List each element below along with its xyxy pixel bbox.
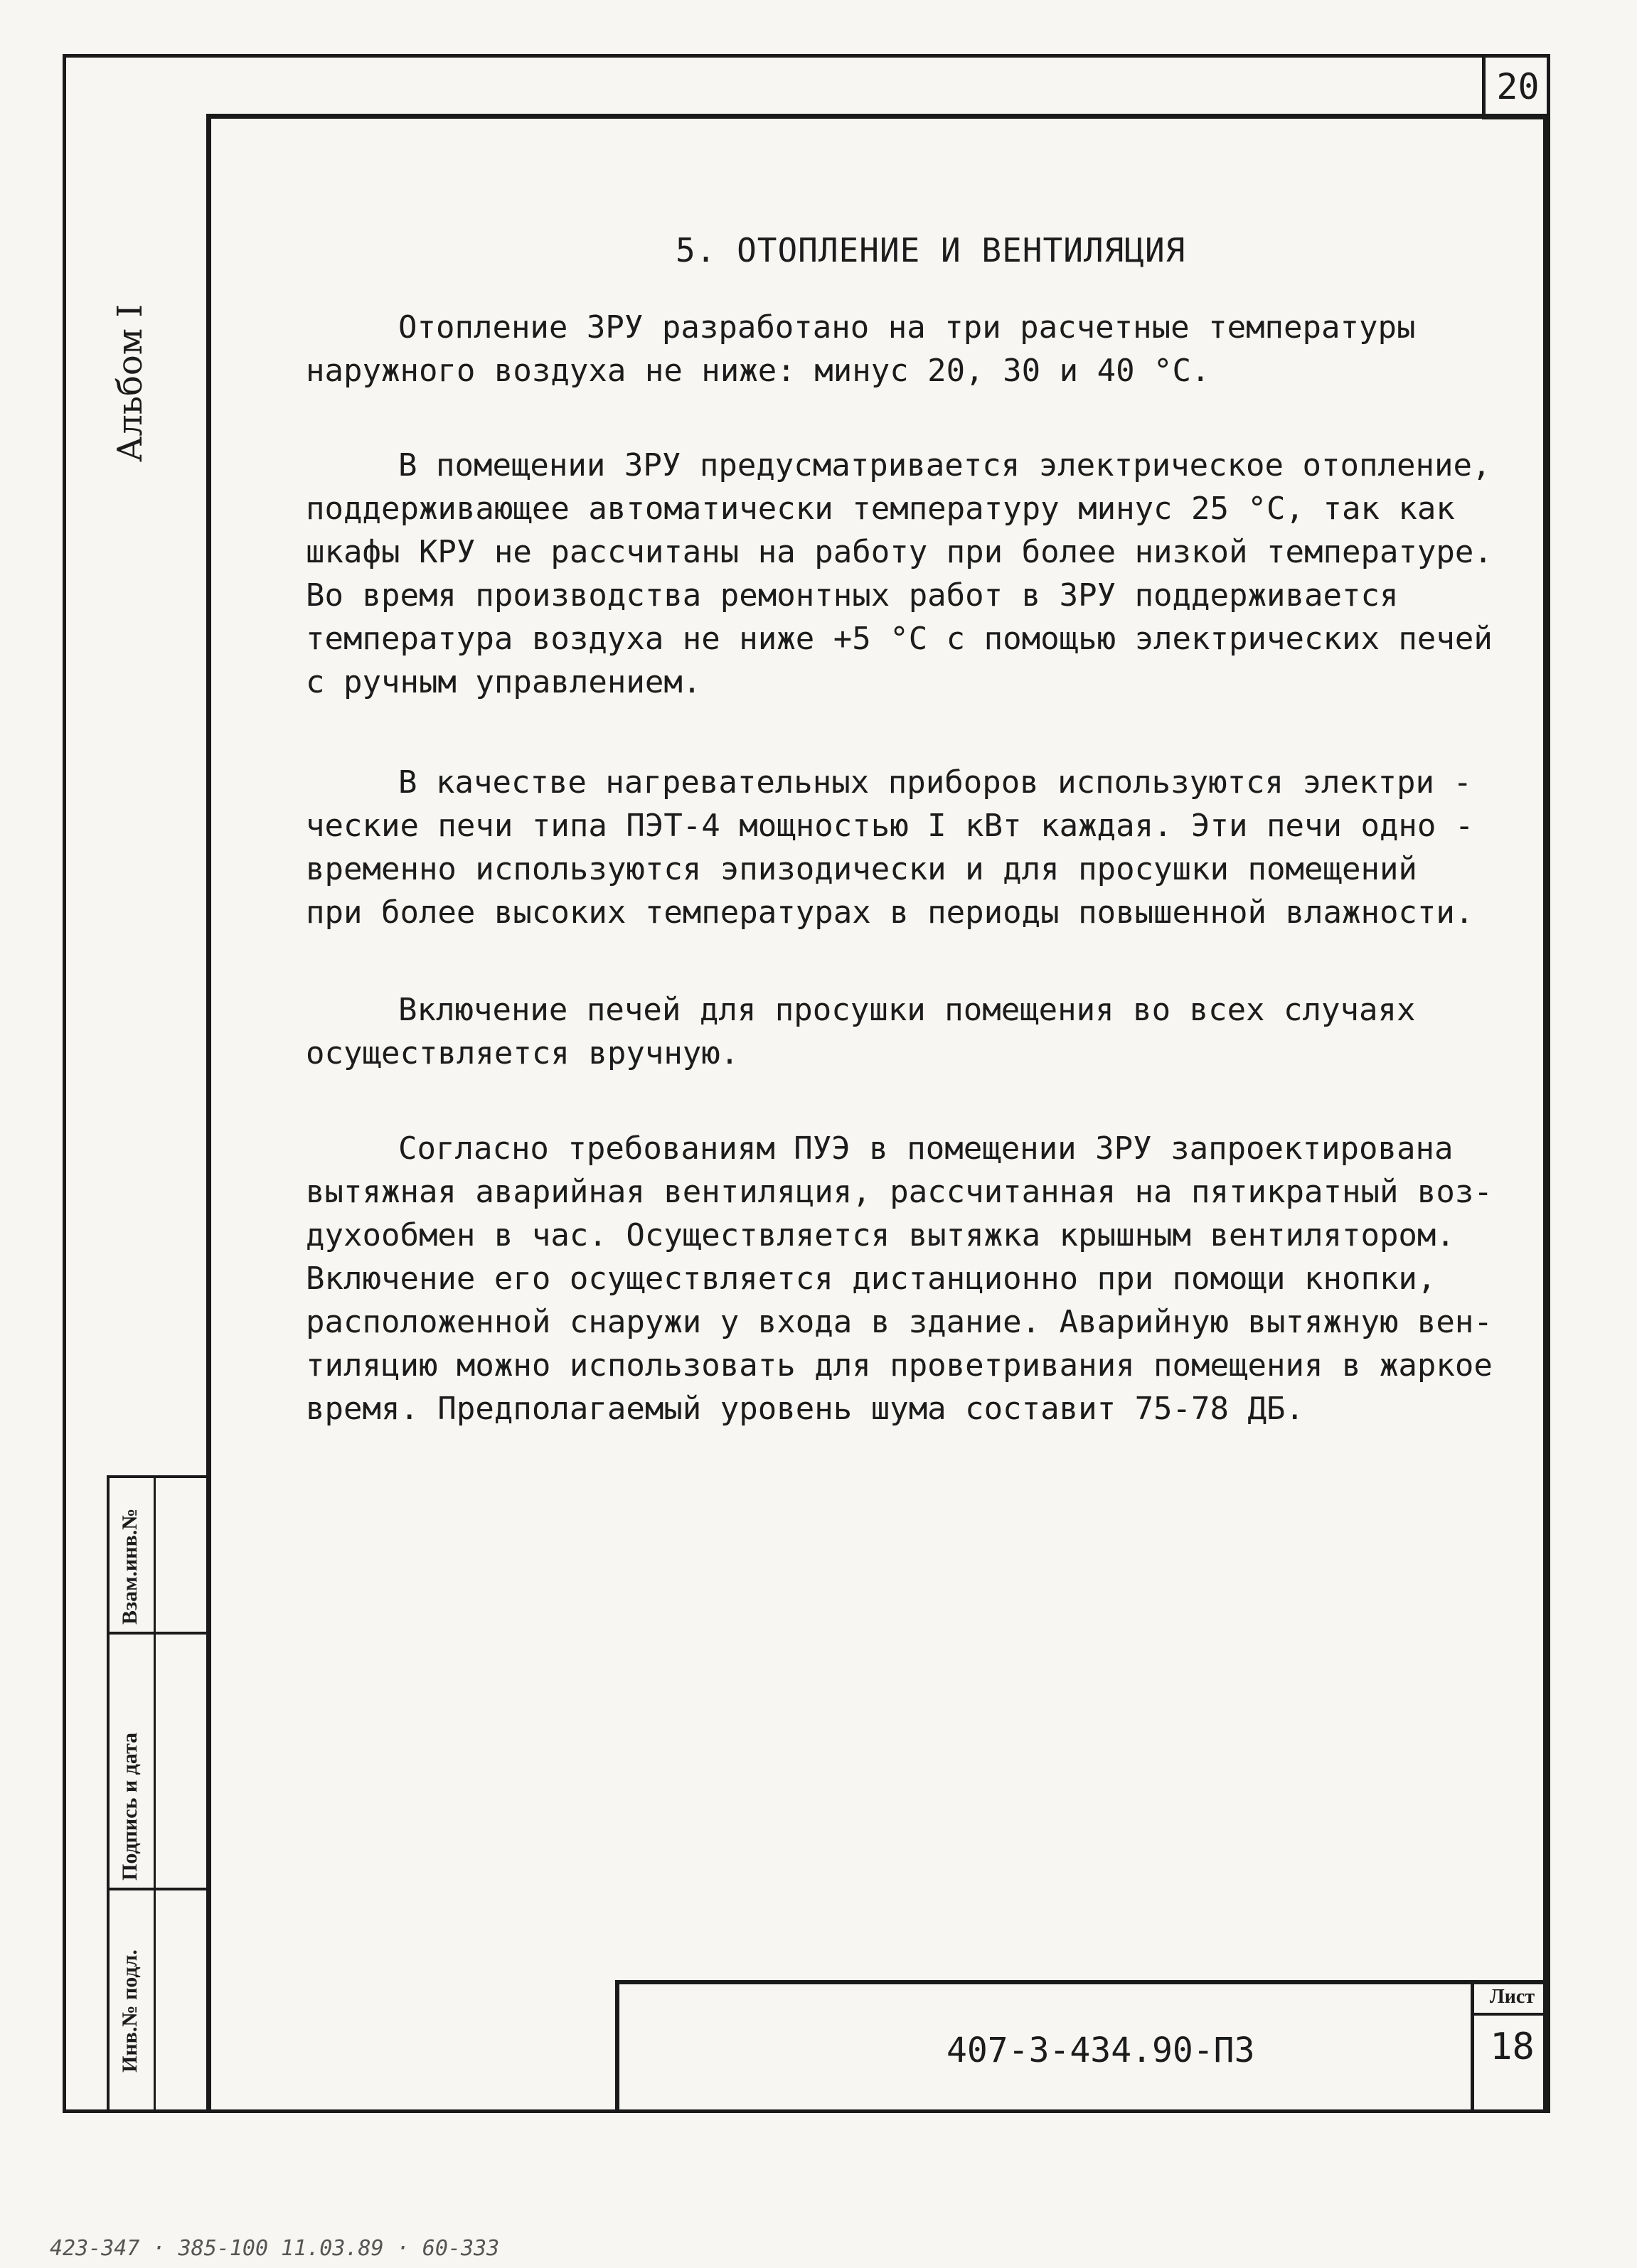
paragraph-1 (306, 306, 1500, 392)
paragraph-3 (306, 761, 1500, 934)
stamp-divider (154, 1475, 156, 2112)
stamp-rule (110, 1475, 209, 1478)
stamp-replace-inv-label: Взам.инв.№ (118, 1508, 142, 1625)
sheet-box (1471, 1984, 1550, 2113)
paragraph-text: Включение печей для просушки помещения во всех случаях осуществляется вручную. (306, 992, 1416, 1071)
paragraph-text: В качестве нагревательных приборов используются электри - ческие печи типа ПЭТ-4 мощностью I кВт каждая. Эти печи одно - временно используются эпизодически и для просушки помещений при более высоких температурах в периоды повышенной влажности. (306, 764, 1474, 931)
corner-sheet-number: 20 (1482, 57, 1550, 119)
archive-footer-note: 423-347 · 385-100 11.03.89 · 60-333 (50, 2236, 500, 2261)
stamp-signature-date-label: Подпись и дата (118, 1732, 142, 1881)
right-frame-rule (1543, 114, 1550, 2113)
stamp-inv-no-label: Инв.№ подл. (118, 1949, 142, 2072)
paragraph-4 (306, 988, 1500, 1075)
paragraph-text: Отопление ЗРУ разработано на три расчетные температуры наружного воздуха не ниже: минус 20, 30 и 40 °С. (306, 309, 1416, 389)
paragraph-5 (306, 1127, 1500, 1430)
title-block (615, 1980, 1550, 2113)
paragraph-2 (306, 444, 1500, 704)
paragraph-text: В помещении ЗРУ предусматривается электрическое отопление, поддерживающее автоматически температуру минус 25 °С, так как шкафы КРУ не рассчитаны на работу при более низкой температуре. Во время производства ремонтных работ в ЗРУ поддерживается температура воздуха не ниже +5 °С с помощью электрических печей с ручным управлением. (306, 447, 1493, 700)
approval-stamp-column (107, 1475, 206, 2112)
sheet-label: Лист (1474, 1986, 1550, 2016)
inner-frame (206, 114, 1550, 2113)
stamp-rule (110, 1632, 209, 1635)
album-label: Альбом I (110, 304, 150, 462)
document-number: 407-3-434.90-ПЗ (947, 2031, 1255, 2070)
section-heading: 5. ОТОПЛЕНИЕ И ВЕНТИЛЯЦИЯ (676, 231, 1186, 269)
paragraph-text: Согласно требованиям ПУЭ в помещении ЗРУ запроектирована вытяжная аварийная вентиляция, рассчитанная на пятикратный воз- духообмен в час. Осуществляется вытяжка крышным вентилятором. Включение его осуществляется дистанционно при помощи кнопки, расположенной снаружи у входа в здание. Аварийную вытяжную вен- тиляцию можно использовать для проветривания помещения в жаркое время. Предполагаемый уровень шума составит 75-78 ДБ. (306, 1130, 1493, 1427)
stamp-rule (110, 1888, 209, 1890)
sheet-number: 18 (1490, 2026, 1535, 2068)
